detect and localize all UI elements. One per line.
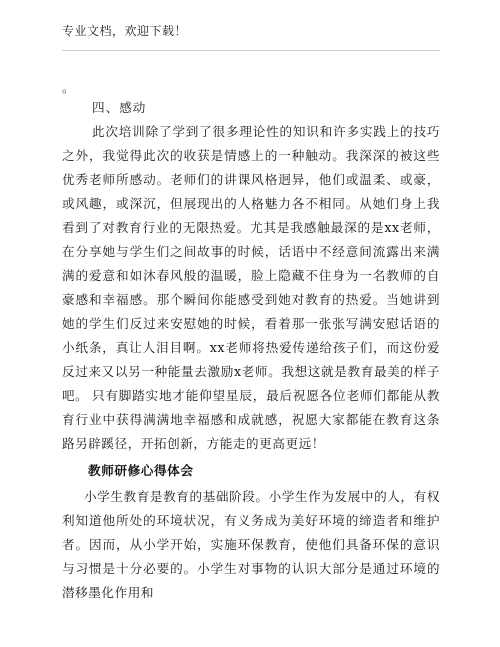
header-note: 专业文档，欢迎下载！ — [62, 24, 188, 38]
body-paragraph-2: 只有脚踏实地才能仰望星辰，最后祝愿各位老师们都能从教育行业中获得满满地幸福感和成就感，祝愿大家都能在教育这条路另辟蹊径，开拓创新，方能走的更高更远！ — [62, 388, 440, 451]
section-heading: 四、感动 — [92, 100, 147, 115]
article-title: 教师研修心得体会 — [88, 463, 194, 478]
body-paragraph-1: 此次培训除了学到了很多理论性的知识和许多实践上的技巧之外，我觉得此次的收获是情感上的一种触动。我深深的被这些优秀老师所感动。老师们的讲课风格迥异，他们或温柔、或豪，或风趣，或深沉，但展现出的人格魅力各不相同。从她们身上我看到了对教育行业的无限热爱。尤其是我感触最深的是xx老师，在分享她与学生们之间故事的时候，话语中不经意间流露出来满满的爱意和如沐春风般的温暖，脸上隐藏不住身为一名教师的自豪感和幸福感。那个瞬间你能感受到她对教育的热爱。当她讲到她的学生们反过来安慰她的时候，看着那一张张写满安慰话语的小纸条，真让人泪目啊。xx老师将热爱传递给孩子们，而这份爱反过来又以另一种能量去激励x老师。我想这就是教育最美的样子吧。 — [62, 124, 440, 403]
header-divider — [62, 50, 440, 51]
stray-punctuation: 。 — [62, 80, 76, 95]
body-paragraph-3: 小学生教育是教育的基础阶段。小学生作为发展中的人，有权利知道他所处的环境状况，有义务成为美好环境的缔造者和维护者。因而，从小学开始，实施环保教育，使他们具备环保的意识与习惯是十分必要的。小学生对事物的认识大部分是通过环境的潜移墨化作用和 — [62, 489, 440, 600]
